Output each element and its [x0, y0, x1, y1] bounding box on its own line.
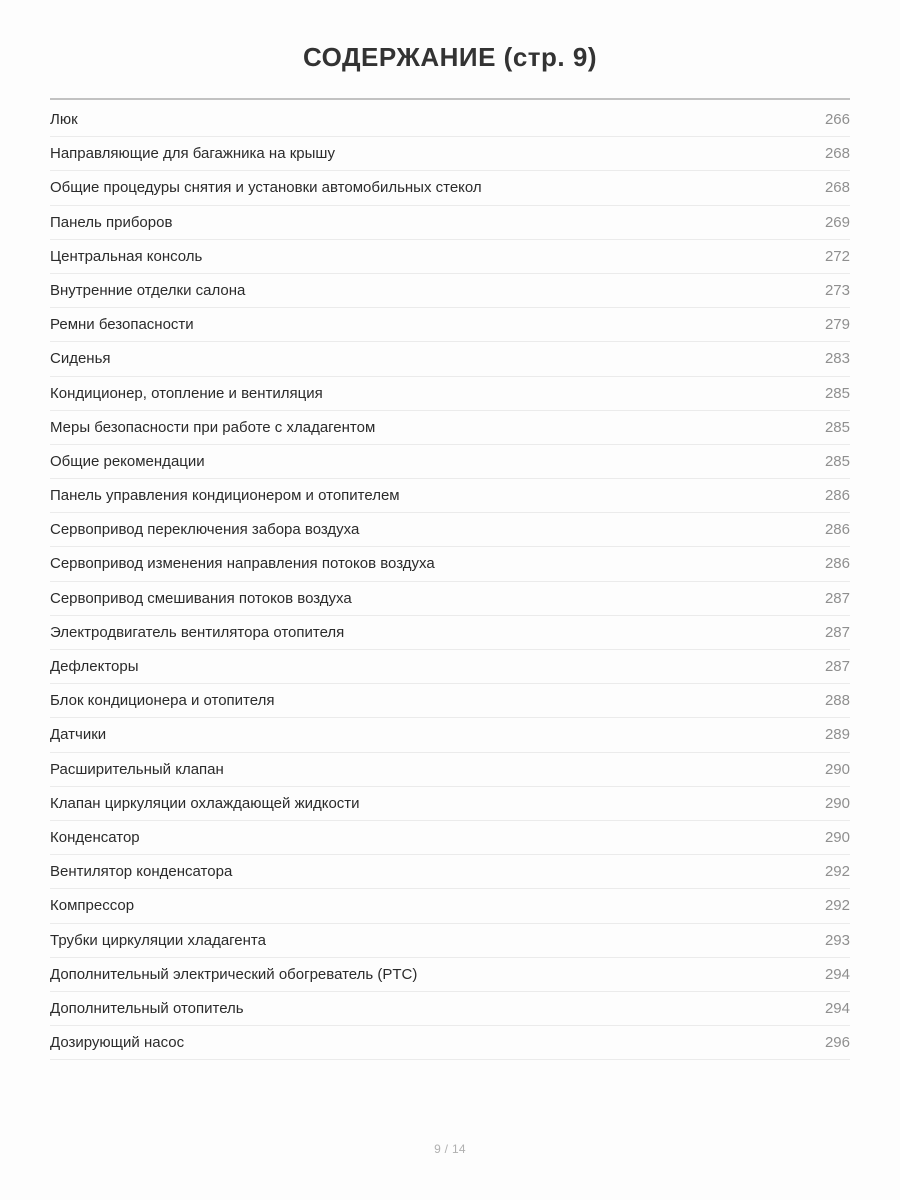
toc-entry-label: Электродвигатель вентилятора отопителя [50, 623, 345, 641]
toc-entry-label: Внутренние отделки салона [50, 281, 246, 299]
toc-entry[interactable] [50, 821, 850, 855]
toc-entry[interactable] [50, 650, 850, 684]
toc-entry[interactable] [50, 958, 850, 992]
toc-entry-label: Сервопривод смешивания потоков воздуха [50, 589, 352, 607]
toc-entry[interactable] [50, 240, 850, 274]
toc-entry-label: Центральная консоль [50, 247, 203, 265]
toc-entry[interactable] [50, 547, 850, 581]
toc-entry[interactable] [50, 924, 850, 958]
toc-entry-label: Дозирующий насос [50, 1034, 185, 1052]
page-title: СОДЕРЖАНИЕ (стр. 9) [303, 42, 597, 72]
toc-entry-label: Трубки циркуляции хладагента [50, 931, 266, 949]
page-footer: 9 / 14 [434, 1142, 466, 1156]
toc-entry[interactable] [50, 171, 850, 205]
toc-entry-page-number: 273 [824, 281, 850, 299]
toc-entry-label: Меры безопасности при работе с хладагентом [50, 418, 376, 436]
toc-entry-label: Датчики [50, 726, 107, 744]
toc-entry[interactable] [50, 992, 850, 1026]
toc-entry-page-number: 268 [824, 179, 850, 197]
toc-entry-page-number: 296 [824, 1034, 850, 1052]
table-of-contents [50, 100, 850, 1060]
toc-entry[interactable] [50, 103, 850, 137]
toc-entry-label: Направляющие для багажника на крышу [50, 145, 335, 163]
toc-entry-page-number: 285 [824, 452, 850, 470]
toc-entry-page-number: 292 [824, 897, 850, 915]
toc-entry[interactable] [50, 889, 850, 923]
toc-entry[interactable] [50, 1026, 850, 1060]
toc-entry-page-number: 288 [824, 692, 850, 710]
toc-entry-label: Компрессор [50, 897, 135, 915]
toc-entry-label: Блок кондиционера и отопителя [50, 692, 275, 710]
toc-entry-label: Панель управления кондиционером и отопителем [50, 487, 400, 505]
toc-entry[interactable] [50, 855, 850, 889]
toc-entry-page-number: 285 [824, 418, 850, 436]
toc-entry[interactable] [50, 513, 850, 547]
toc-entry-page-number: 290 [824, 828, 850, 846]
toc-entry-page-number: 290 [824, 760, 850, 778]
toc-entry-label: Панель приборов [50, 213, 173, 231]
toc-entry-label: Кондиционер, отопление и вентиляция [50, 384, 323, 402]
toc-entry-label: Дополнительный электрический обогреватель (PTC) [50, 965, 418, 983]
toc-entry-label: Сервопривод переключения забора воздуха [50, 521, 360, 539]
toc-entry-page-number: 285 [824, 384, 850, 402]
toc-entry-label: Люк [50, 111, 78, 128]
toc-entry-page-number: 289 [824, 726, 850, 744]
toc-entry[interactable] [50, 342, 850, 376]
toc-entry[interactable] [50, 274, 850, 308]
toc-entry[interactable] [50, 377, 850, 411]
toc-entry[interactable] [50, 411, 850, 445]
toc-entry-page-number: 293 [824, 931, 850, 949]
toc-entry-label: Вентилятор конденсатора [50, 863, 233, 881]
toc-entry-page-number: 294 [824, 965, 850, 983]
toc-entry-page-number: 272 [824, 247, 850, 265]
toc-entry-label: Общие процедуры снятия и установки автомобильных стекол [50, 179, 482, 197]
toc-entry[interactable] [50, 308, 850, 342]
toc-entry-page-number: 268 [824, 145, 850, 163]
toc-entry-page-number: 294 [824, 999, 850, 1017]
toc-entry-label: Сервопривод изменения направления потоков воздуха [50, 555, 435, 573]
toc-entry-page-number: 286 [824, 487, 850, 505]
toc-entry-page-number: 292 [824, 863, 850, 881]
toc-entry[interactable] [50, 137, 850, 171]
toc-entry-label: Клапан циркуляции охлаждающей жидкости [50, 794, 360, 812]
toc-entry-label: Общие рекомендации [50, 452, 205, 470]
toc-entry[interactable] [50, 616, 850, 650]
toc-entry-page-number: 290 [824, 794, 850, 812]
toc-entry-label: Расширительный клапан [50, 760, 224, 778]
toc-entry-page-number: 279 [824, 316, 850, 334]
toc-entry[interactable] [50, 206, 850, 240]
toc-entry[interactable] [50, 684, 850, 718]
toc-entry[interactable] [50, 479, 850, 513]
toc-entry[interactable] [50, 753, 850, 787]
toc-entry-page-number: 286 [824, 521, 850, 539]
toc-entry[interactable] [50, 787, 850, 821]
toc-entry-page-number: 287 [824, 589, 850, 607]
toc-entry-label: Ремни безопасности [50, 316, 194, 334]
toc-entry-label: Конденсатор [50, 828, 140, 846]
toc-entry-label: Дополнительный отопитель [50, 999, 244, 1017]
toc-entry[interactable] [50, 582, 850, 616]
toc-entry-page-number: 287 [824, 658, 850, 675]
toc-entry-page-number: 287 [824, 623, 850, 641]
toc-entry-label: Дефлекторы [50, 658, 139, 675]
toc-entry[interactable] [50, 445, 850, 479]
toc-entry-page-number: 266 [824, 111, 850, 128]
toc-entry[interactable] [50, 718, 850, 752]
toc-entry-page-number: 286 [824, 555, 850, 573]
toc-entry-label: Сиденья [50, 350, 111, 368]
toc-entry-page-number: 283 [824, 350, 850, 368]
toc-entry-page-number: 269 [824, 213, 850, 231]
